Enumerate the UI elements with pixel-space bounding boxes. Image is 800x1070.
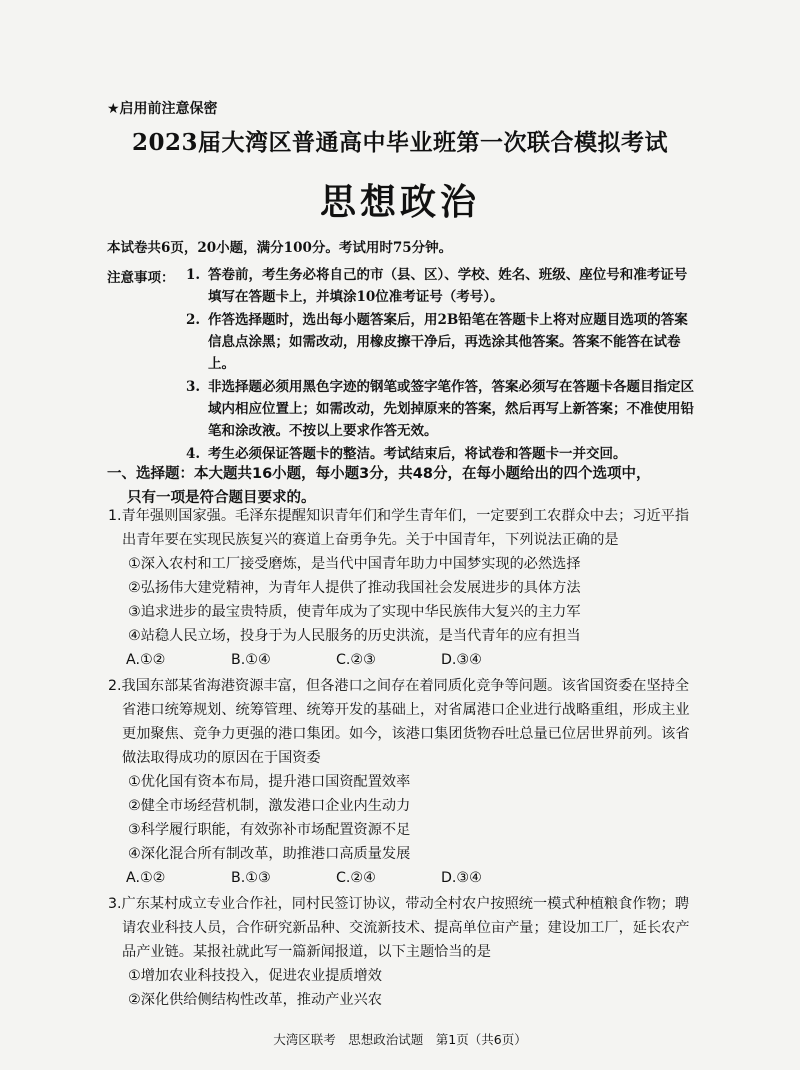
section-line-1: 一、选择题：本大题共16小题，每小题3分，共48分，在每小题给出的四个选项中， <box>107 466 651 482</box>
question-stem: 3.广东某村成立专业合作社，同村民签订协议，带动全村农户按照统一模式种植粮食作物；聘请农业科技人员，合作研究新品种、交流新技术、提高单位亩产量；建设加工厂，延长农产品产业链。某报社就此写一篇新闻报道，以下主题恰当的是 <box>108 896 690 960</box>
question-list <box>108 504 698 1014</box>
subject-title: 思想政治 <box>319 182 480 223</box>
confidential-mark: ★启用前注意保密 <box>107 101 218 117</box>
exam-intro: 本试卷共6页，20小题，满分100分。考试用时75分钟。 <box>107 240 453 256</box>
question-3 <box>108 892 698 1012</box>
statement: ②深化供给侧结构性改革，推动产业兴农 <box>128 992 382 1008</box>
page-footer: 大湾区联考 思想政治试题 第1页（共6页） <box>273 1032 527 1047</box>
question-1 <box>108 504 698 672</box>
section-line-2: 只有一项是符合题目要求的。 <box>127 490 316 506</box>
statement: ④站稳人民立场，投身于为人民服务的历史洪流，是当代青年的应有担当 <box>128 628 581 644</box>
notice-item: 2. 作答选择题时，选出每小题答案后，用2B铅笔在答题卡上将对应题目选项的答案信息点涂黑；如需改动，用橡皮擦干净后，再选涂其他答案。答案不能答在试卷上。 <box>186 312 688 372</box>
statement: ④深化混合所有制改革，助推港口高质量发展 <box>128 846 411 862</box>
option-b: B.①④ <box>231 652 271 668</box>
question-2 <box>108 674 698 890</box>
option-a: A.①② <box>126 652 166 668</box>
answer-options <box>108 866 698 890</box>
notice-label: 注意事项： <box>107 270 175 286</box>
option-c: C.②④ <box>336 870 376 886</box>
notice-list <box>186 264 696 466</box>
option-c: C.②③ <box>336 652 376 668</box>
statement: ①优化国有资本布局，提升港口国资配置效率 <box>128 774 411 790</box>
statement: ③追求进步的最宝贵特质，使青年成为了实现中华民族伟大复兴的主力军 <box>128 604 581 620</box>
question-stem: 2.我国东部某省海港资源丰富，但各港口之间存在着同质化竞争等问题。该省国资委在坚持全省港口统筹规划、统筹管理、统筹开发的基础上，对省属港口企业进行战略重组，形成主业更加聚焦、竞争力更强的港口集团。如今，该港口集团货物吞吐总量已位居世界前列。该省做法取得成功的原因在于国资委 <box>108 678 690 766</box>
option-b: B.①③ <box>231 870 271 886</box>
statement: ③科学履行职能，有效弥补市场配置资源不足 <box>128 822 411 838</box>
statement: ②健全市场经营机制，激发港口企业内生动力 <box>128 798 411 814</box>
notice-item: 3. 非选择题必须用黑色字迹的钢笔或签字笔作答，答案必须写在答题卡各题目指定区域内相应位置上；如需改动，先划掉原来的答案，然后再写上新答案；不准使用铅笔和涂改液。不按以上要求作答无效。 <box>186 379 694 439</box>
question-stem: 1.青年强则国家强。毛泽东提醒知识青年们和学生青年们，一定要到工农群众中去；习近平指出青年要在实现民族复兴的赛道上奋勇争先。关于中国青年，下列说法正确的是 <box>108 508 690 548</box>
exam-title: 2023届大湾区普通高中毕业班第一次联合模拟考试 <box>131 129 668 156</box>
statement: ①深入农村和工厂接受磨炼，是当代中国青年助力中国梦实现的必然选择 <box>128 556 581 572</box>
statement: ②弘扬伟大建党精神，为青年人提供了推动我国社会发展进步的具体方法 <box>128 580 581 596</box>
statement: ①增加农业科技投入，促进农业提质增效 <box>128 968 382 984</box>
notice-item: 4. 考生必须保证答题卡的整洁。考试结束后，将试卷和答题卡一并交回。 <box>186 446 627 462</box>
section-heading <box>107 462 697 510</box>
option-d: D.③④ <box>441 870 482 886</box>
option-a: A.①② <box>126 870 166 886</box>
answer-options <box>108 648 698 672</box>
notice-item: 1. 答卷前，考生务必将自己的市（县、区）、学校、姓名、班级、座位号和准考证号填写在答题卡上，并填涂10位准考证号（考号）。 <box>186 267 688 305</box>
option-d: D.③④ <box>441 652 482 668</box>
